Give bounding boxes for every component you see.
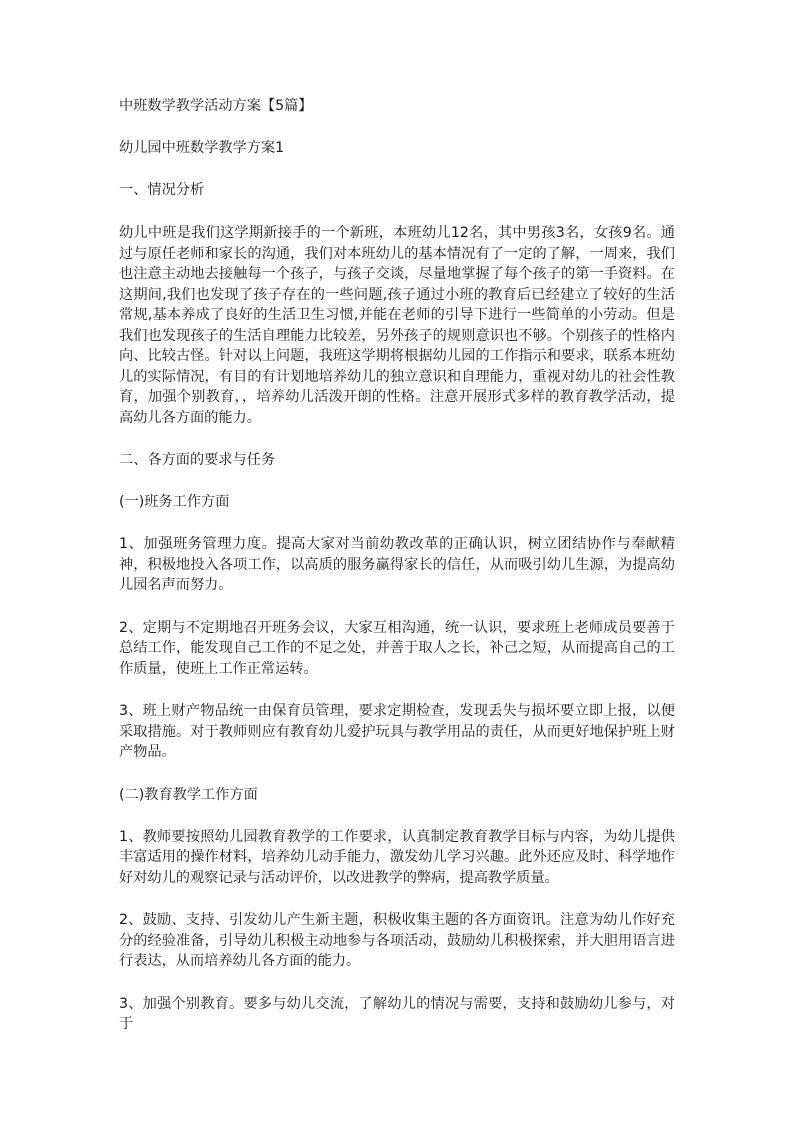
subheading-teaching-work: (二)教育教学工作方面 bbox=[119, 786, 258, 803]
document-title: 中班数学教学活动方案【5篇】 bbox=[119, 98, 313, 114]
document-page bbox=[119, 96, 675, 1035]
paragraph-class-affairs-2: 2、定期与不定期地召开班务会议，大家互相沟通，统一认识，要求班上老师成员要善于总结工作，能发现自己工作的不足之处，并善于取人之长，补己之短，从而提高自己的工作质量，使班上工作正常运转。 bbox=[119, 619, 675, 677]
paragraph-situation-analysis: 幼儿中班是我们这学期新接手的一个新班，本班幼儿12名，其中男孩3名，女孩9名。通过与原任老师和家长的沟通，我们对本班幼儿的基本情况有了一定的了解，一周来，我们也注意主动地去接触每一个孩子，与孩子交谈，尽量地掌握了每个孩子的第一手资料。在这期间,我们也发现了孩子存在的一些问题,孩子通过小班的教育后已经建立了较好的生活常规,基本养成了良好的生活卫生习惯,并能在老师的引导下进行一些简单的小劳动。但是我们也发现孩子的生活自理能力比较差，另外孩子的规则意识也不够。个别孩子的性格内向、比较古怪。针对以上问题，我班这学期将根据幼儿园的工作指示和要求，联系本班幼儿的实际情况，有目的有计划地培养幼儿的独立意识和自理能力，重视对幼儿的社会性教育，加强个别教育，，培养幼儿活泼开朗的性格。注意开展形式多样的教育教学活动，提高幼儿各方面的能力。 bbox=[119, 225, 675, 426]
section-title: 幼儿园中班数学教学方案1 bbox=[119, 140, 285, 156]
paragraph-teaching-work-3: 3、加强个别教育。要多与幼儿交流，了解幼儿的情况与需要，支持和鼓励幼儿参与，对于 bbox=[119, 995, 675, 1032]
subheading-class-affairs: (一)班务工作方面 bbox=[119, 494, 230, 510]
paragraph-class-affairs-1: 1、加强班务管理力度。提高大家对当前幼教改革的正确认识，树立团结协作与奉献精神，积极地投入各项工作，以高质的服务赢得家长的信任，从而吸引幼儿生源，为提高幼儿园名声而努力。 bbox=[119, 536, 675, 593]
heading-requirements-tasks: 二、各方面的要求与任务 bbox=[119, 452, 276, 468]
paragraph-teaching-work-2: 2、鼓励、支持、引发幼儿产生新主题，积极收集主题的各方面资讯。注意为幼儿作好充分的经验准备，引导幼儿积极主动地参与各项活动，鼓励幼儿积极探索，并大胆用语言进行表达，从而培养幼儿各方面的能力。 bbox=[119, 912, 675, 969]
heading-situation-analysis: 一、情况分析 bbox=[119, 182, 205, 198]
paragraph-class-affairs-3: 3、班上财产物品统一由保育员管理，要求定期检查，发现丢失与损坏要立即上报，以便采取措施。对于教师则应有教育幼儿爱护玩具与教学用品的责任，从而更好地保护班上财产物品。 bbox=[119, 703, 675, 760]
paragraph-teaching-work-1: 1、教师要按照幼儿园教育教学的工作要求，认真制定教育教学目标与内容，为幼儿提供丰富适用的操作材料，培养幼儿动手能力，激发幼儿学习兴趣。此外还应及时、科学地作好对幼儿的观察记录与活动评价，以改进教学的弊病，提高教学质量。 bbox=[119, 828, 675, 886]
